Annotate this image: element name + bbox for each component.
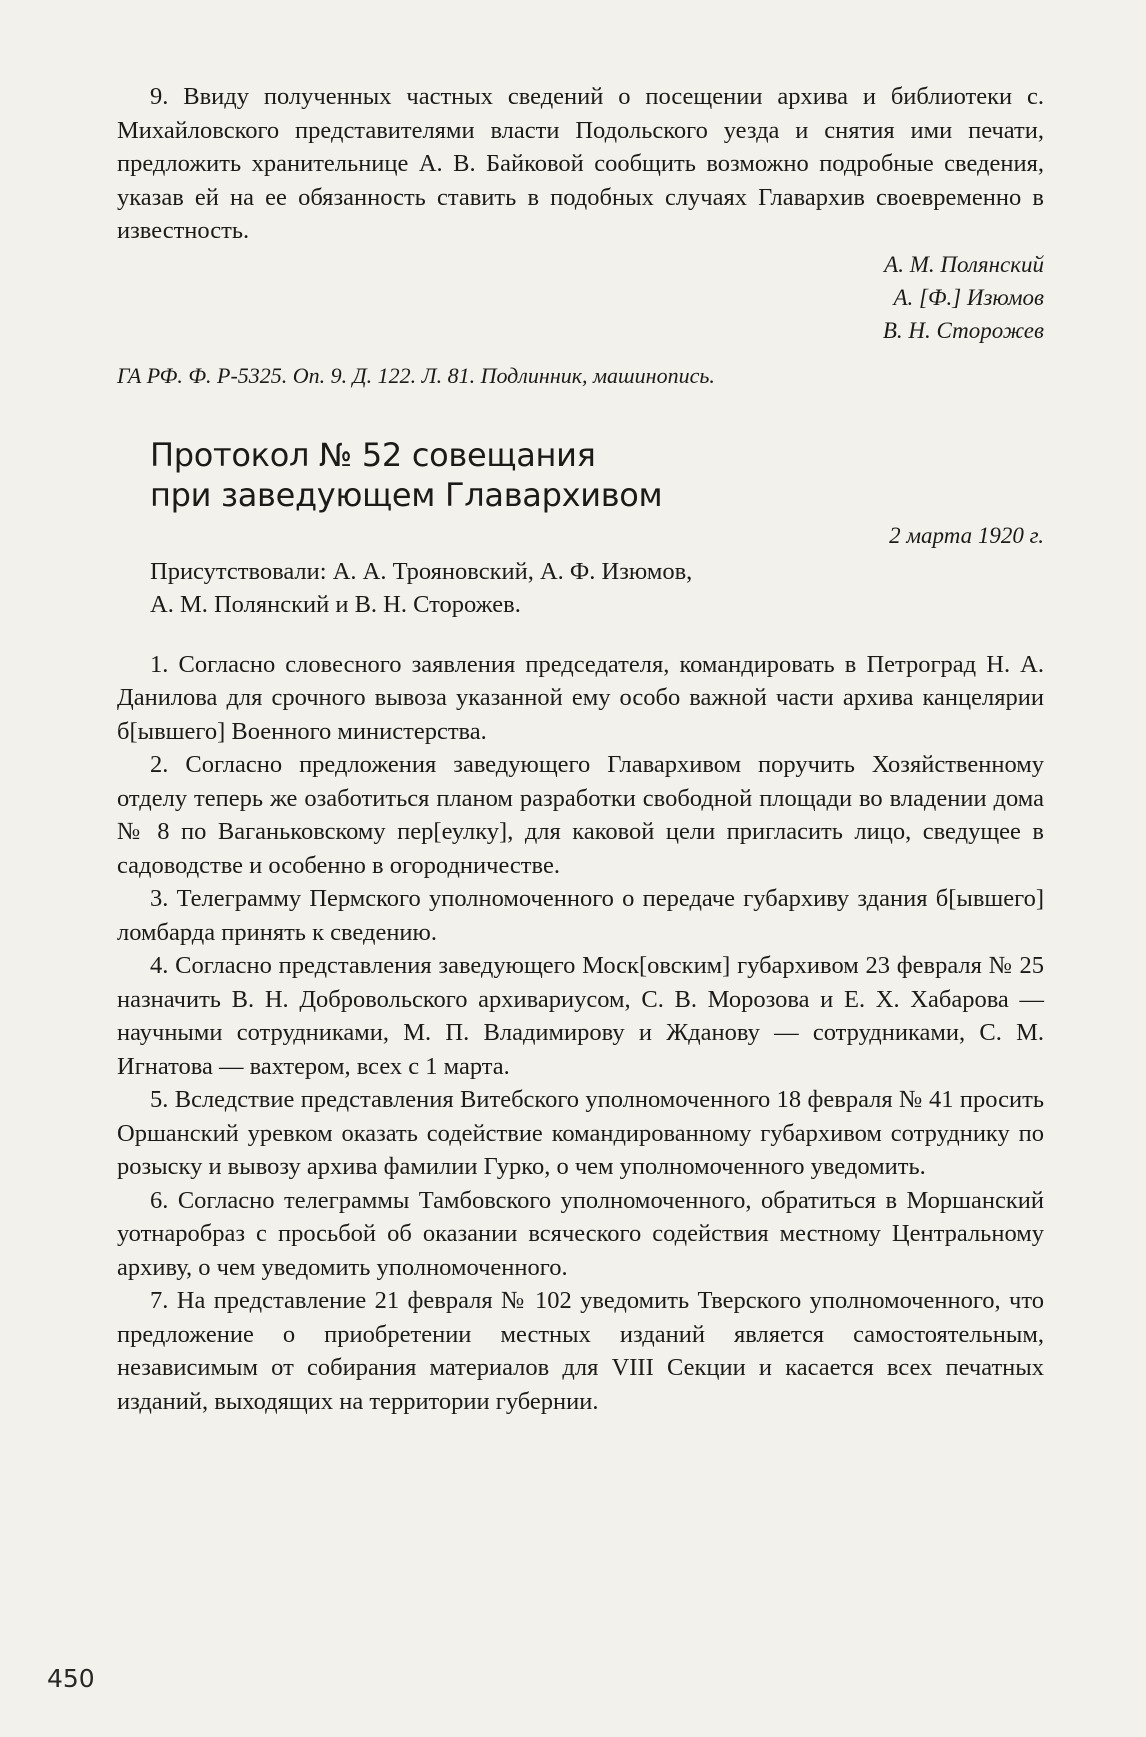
item-4: 4. Согласно представления заведующего Моск[овским] губархивом 23 февраля № 25 назначить В. Н. Добровольского архивариусом, С. В. Морозова и Е. Х. Хабарова — научными сотрудниками, М. П. Владимирову и Жданову — сотрудниками, С. М. Игнатова — вахтером, всех с 1 марта.	[117, 952, 1044, 1080]
item-1: 1. Согласно словесного заявления председателя, командировать в Петроград Н. А. Данилова для срочного вывоза указанной ему особо важной части архива канцелярии б[ывшего] Военного министерства.	[117, 650, 1044, 745]
attendees	[117, 555, 1044, 622]
item-7: 7. На представление 21 февраля № 102 уведомить Тверского уполномоченного, что предложение о приобретении местных изданий является самостоятельным, независимым от собирания материалов для VIII Секции и касается всех печатных изданий, выходящих на территории губернии.	[117, 1287, 1044, 1415]
item-2: 2. Согласно предложения заведующего Главархивом поручить Хозяйственному отделу теперь же озаботиться планом разработки свободной площади во владении дома № 8 по Ваганьковскому пер[еулку], для каковой цели пригласить лицо, сведущее в садоводстве и особенно в огородничестве.	[117, 751, 1044, 879]
heading-line-1: Протокол № 52 совещания	[150, 435, 596, 474]
item-3: 3. Телеграмму Пермского уполномоченного о передаче губархиву здания б[ывшего] ломбарда принять к сведению.	[117, 885, 1044, 946]
page-body	[117, 80, 1044, 1418]
protocol-heading	[150, 435, 1044, 515]
signature-3: В. Н. Сторожев	[882, 317, 1044, 343]
protocol-items	[117, 648, 1044, 1419]
page-number: 450	[47, 1664, 95, 1693]
attendees-line-1: Присутствовали: А. А. Трояновский, А. Ф. Изюмов,	[150, 557, 693, 585]
attendees-line-2: А. М. Полянский и В. Н. Сторожев.	[150, 591, 521, 618]
item-5: 5. Вследствие представления Витебского уполномоченного 18 февраля № 41 просить Оршанский уревком оказать содействие командированному губархивом сотруднику по розыску и вывозу архива фамилии Гурко, о чем уполномоченного уведомить.	[117, 1086, 1044, 1180]
continuation-paragraph: 9. Ввиду полученных частных сведений о посещении архива и библиотеки с. Михайловского представителями власти Подольского уезда и снятия ими печати, предложить хранительнице А. В. Байковой сообщить возможно подробные сведения, указав ей на ее обязанность ставить в подобных случаях Главархив своевременно в известность.	[117, 83, 1044, 244]
protocol-date: 2 марта 1920 г.	[889, 522, 1044, 548]
item-6: 6. Согласно телеграммы Тамбовского уполномоченного, обратиться в Моршанский уотнаробраз с просьбой об оказании всяческого содействия местному Центральному архиву, о чем уведомить уполномоченного.	[117, 1186, 1044, 1281]
signature-1: А. М. Полянский	[884, 251, 1044, 277]
heading-line-2: при заведующем Главархивом	[150, 475, 663, 514]
archive-source: ГА РФ. Ф. Р-5325. Оп. 9. Д. 122. Л. 81. Подлинник, машинопись.	[117, 362, 715, 388]
signatures	[117, 248, 1044, 347]
signature-2: А. [Ф.] Изюмов	[893, 284, 1044, 310]
